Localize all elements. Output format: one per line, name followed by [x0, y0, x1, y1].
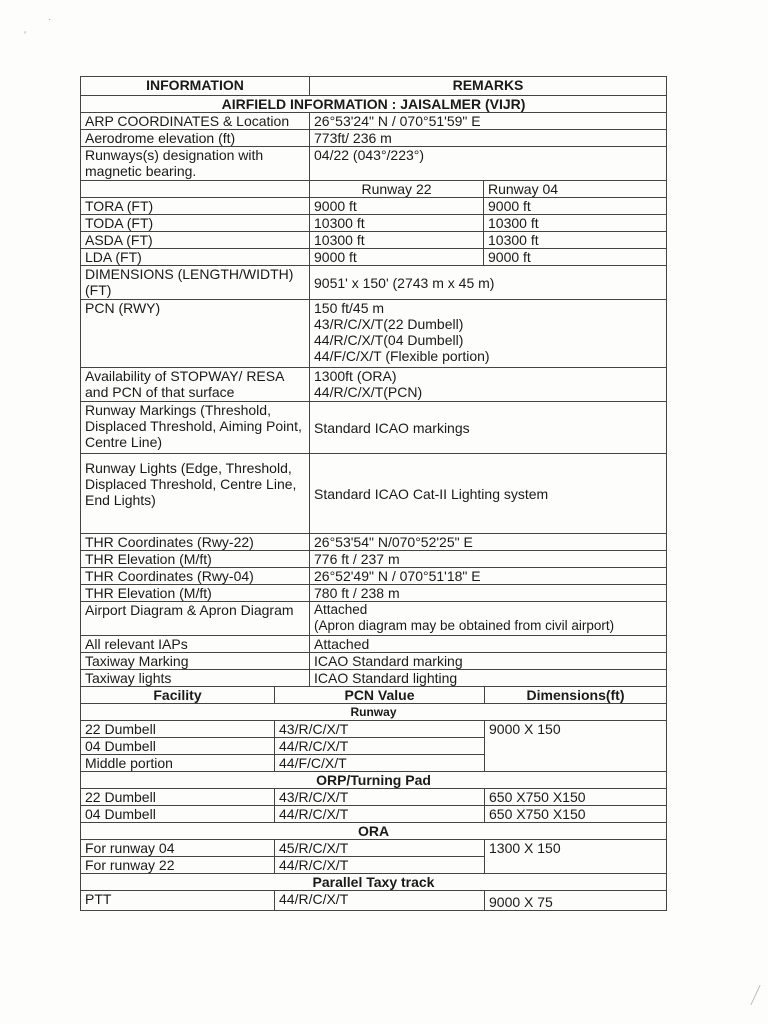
info-row: [81, 585, 667, 602]
info-row: [81, 568, 667, 585]
airfield-title-row: [81, 96, 667, 113]
info-label: THR Elevation (M/ft): [81, 551, 310, 568]
info-value: 26°53'24" N / 070°51'59" E: [310, 113, 667, 130]
info-label: PCN (RWY): [81, 300, 310, 368]
info-row: [81, 402, 667, 454]
runway-row: [81, 249, 667, 266]
info-row: [81, 670, 667, 687]
info-row: [81, 266, 667, 300]
info-value: 780 ft / 238 m: [310, 585, 667, 602]
runway-04-header: Runway 04: [484, 181, 667, 198]
info-row: [81, 454, 667, 534]
info-value: 9051' x 150' (2743 m x 45 m): [310, 266, 667, 300]
runway-04-value: 10300 ft: [484, 215, 667, 232]
info-label: Runway Markings (Threshold, Displaced Threshold, Aiming Point, Centre Line): [81, 402, 310, 454]
info-value: Standard ICAO Cat-II Lighting system: [310, 454, 667, 534]
facility-row: [81, 806, 667, 823]
facility-pcn: 44/R/C/X/T: [275, 806, 485, 823]
facility-header: Facility: [81, 687, 275, 704]
scan-speck: ·: [48, 14, 52, 25]
info-label: Runway Lights (Edge, Threshold, Displaced Threshold, Centre Line, End Lights): [81, 454, 310, 534]
info-row: [81, 147, 667, 181]
info-value: 773ft/ 236 m: [310, 130, 667, 147]
runway-label: TORA (FT): [81, 198, 310, 215]
info-row: [81, 636, 667, 653]
section-runway: Runway: [81, 704, 667, 721]
info-value: ICAO Standard marking: [310, 653, 667, 670]
info-row: [81, 113, 667, 130]
facility-pcn: 45/R/C/X/T: [275, 840, 485, 857]
airfield-info-document: [80, 76, 666, 911]
info-value: 150 ft/45 m 43/R/C/X/T(22 Dumbell) 44/R/C/X/T(04 Dumbell) 44/F/C/X/T (Flexible portion): [310, 300, 667, 368]
facility-dimensions: 9000 X 150: [485, 721, 667, 772]
facility-name: 22 Dumbell: [81, 721, 275, 738]
info-label: Taxiway Marking: [81, 653, 310, 670]
facility-name: For runway 04: [81, 840, 275, 857]
info-value: Attached: [310, 636, 667, 653]
section-ptt: Parallel Taxy track: [81, 874, 667, 891]
runway-22-value: 10300 ft: [310, 215, 484, 232]
info-label: All relevant IAPs: [81, 636, 310, 653]
info-row: [81, 653, 667, 670]
info-row: [81, 534, 667, 551]
info-label: Availability of STOPWAY/ RESA and PCN of that surface: [81, 368, 310, 402]
facility-pcn: 43/R/C/X/T: [275, 721, 485, 738]
section-row: [81, 823, 667, 840]
info-value: 04/22 (043°/223°): [310, 147, 667, 181]
facility-dimensions: 9000 X 75: [485, 891, 667, 911]
runway-22-value: 9000 ft: [310, 198, 484, 215]
facility-dimensions: 1300 X 150: [485, 840, 667, 874]
runway-04-value: 10300 ft: [484, 232, 667, 249]
runway-label: TODA (FT): [81, 215, 310, 232]
dimensions-header: Dimensions(ft): [485, 687, 667, 704]
info-label: Runways(s) designation with magnetic bearing.: [81, 147, 310, 181]
empty-cell: [81, 181, 310, 198]
runway-row: [81, 232, 667, 249]
info-row: [81, 551, 667, 568]
info-value: 776 ft / 237 m: [310, 551, 667, 568]
info-row: [81, 602, 667, 636]
facility-pcn: 44/R/C/X/T: [275, 738, 485, 755]
info-row: [81, 300, 667, 368]
info-value: Standard ICAO markings: [310, 402, 667, 454]
facility-row: [81, 891, 667, 911]
facility-row: [81, 721, 667, 738]
info-value: 26°53'54" N/070°52'25" E: [310, 534, 667, 551]
runway-22-value: 9000 ft: [310, 249, 484, 266]
section-orp: ORP/Turning Pad: [81, 772, 667, 789]
info-table: [80, 76, 667, 687]
scan-mark: [750, 985, 760, 1005]
info-label: ARP COORDINATES & Location: [81, 113, 310, 130]
pcn-header-row: [81, 687, 667, 704]
facility-name: Middle portion: [81, 755, 275, 772]
runway-22-value: 10300 ft: [310, 232, 484, 249]
section-row: [81, 874, 667, 891]
facility-dimensions: 650 X750 X150: [485, 789, 667, 806]
facility-pcn: 44/F/C/X/T: [275, 755, 485, 772]
facility-row: [81, 840, 667, 857]
pcn-value-header: PCN Value: [275, 687, 485, 704]
info-row: [81, 368, 667, 402]
info-value: Attached (Apron diagram may be obtained from civil airport): [310, 602, 667, 636]
header-row: [81, 77, 667, 96]
pcn-table: [80, 686, 667, 911]
facility-name: PTT: [81, 891, 275, 911]
runway-label: LDA (FT): [81, 249, 310, 266]
facility-name: 22 Dumbell: [81, 789, 275, 806]
information-header: INFORMATION: [81, 77, 310, 96]
runway-header-row: [81, 181, 667, 198]
info-label: THR Elevation (M/ft): [81, 585, 310, 602]
remarks-header: REMARKS: [310, 77, 667, 96]
facility-dimensions: 650 X750 X150: [485, 806, 667, 823]
runway-label: ASDA (FT): [81, 232, 310, 249]
runway-22-header: Runway 22: [310, 181, 484, 198]
info-label: DIMENSIONS (LENGTH/WIDTH) (FT): [81, 266, 310, 300]
info-label: Airport Diagram & Apron Diagram: [81, 602, 310, 636]
runway-row: [81, 198, 667, 215]
info-row: [81, 130, 667, 147]
section-ora: ORA: [81, 823, 667, 840]
airfield-title: AIRFIELD INFORMATION : JAISALMER (VIJR): [81, 96, 667, 113]
section-row: [81, 704, 667, 721]
section-row: [81, 772, 667, 789]
facility-row: [81, 789, 667, 806]
runway-row: [81, 215, 667, 232]
facility-pcn: 44/R/C/X/T: [275, 857, 485, 874]
scan-speck: ‘: [24, 30, 27, 41]
facility-pcn: 43/R/C/X/T: [275, 789, 485, 806]
runway-04-value: 9000 ft: [484, 249, 667, 266]
info-label: Aerodrome elevation (ft): [81, 130, 310, 147]
facility-name: For runway 22: [81, 857, 275, 874]
facility-name: 04 Dumbell: [81, 806, 275, 823]
runway-04-value: 9000 ft: [484, 198, 667, 215]
info-value: 1300ft (ORA) 44/R/C/X/T(PCN): [310, 368, 667, 402]
facility-name: 04 Dumbell: [81, 738, 275, 755]
info-label: THR Coordinates (Rwy-04): [81, 568, 310, 585]
facility-pcn: 44/R/C/X/T: [275, 891, 485, 911]
info-value: ICAO Standard lighting: [310, 670, 667, 687]
info-value: 26°52'49" N / 070°51'18" E: [310, 568, 667, 585]
info-label: Taxiway lights: [81, 670, 310, 687]
info-label: THR Coordinates (Rwy-22): [81, 534, 310, 551]
